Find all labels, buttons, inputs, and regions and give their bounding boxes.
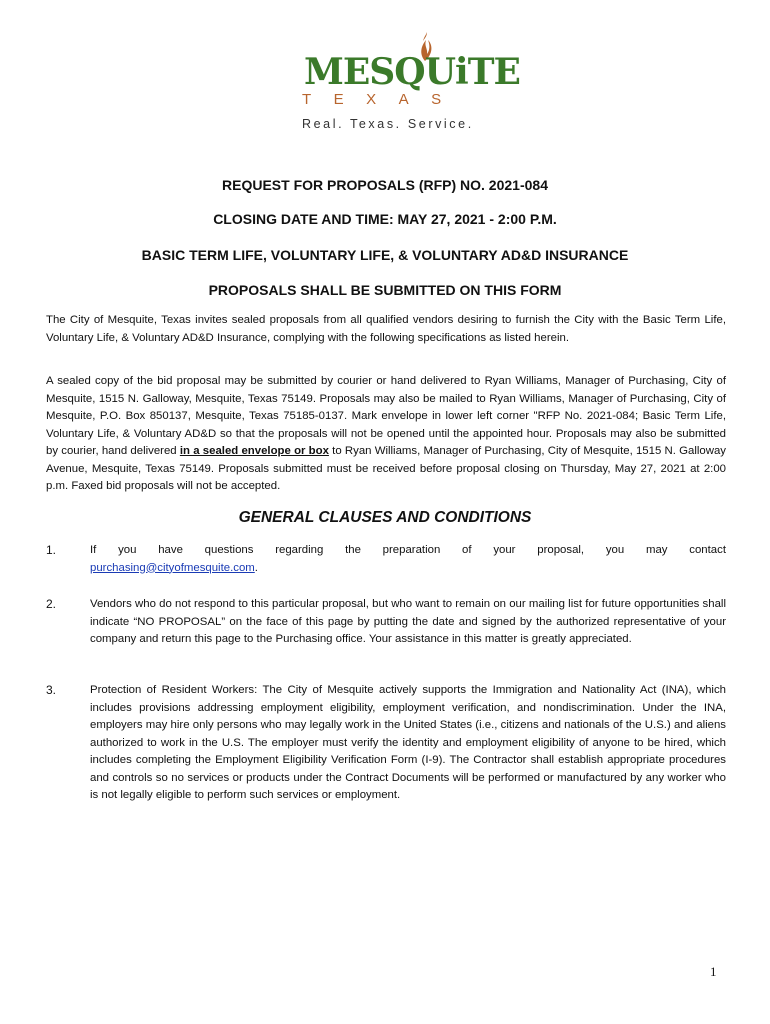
logo-tagline: Real. Texas. Service. (302, 117, 474, 131)
clause-1-text: If you have questions regarding the preparation of your proposal, you may contact (90, 544, 726, 556)
purchasing-email-link[interactable]: purchasing@cityofmesquite.com (90, 561, 255, 574)
insurance-heading: BASIC TERM LIFE, VOLUNTARY LIFE, & VOLUNTARY AD&D INSURANCE (141, 247, 629, 263)
clause-2-text: Vendors who do not respond to this particular proposal, but who want to remain on our mailing list for future opportunities shall indicate “NO PROPOSAL” on the face of this page by putting the date and signed by the authorized representative of your company and return this page to the Purchasing office. Your assistance in this matter is greatly appreciated. (90, 598, 726, 645)
mesquite-logo (300, 32, 520, 136)
submission-text-after: to Ryan Williams, Manager of Purchasing, City of Mesquite, 1515 N. Galloway Avenue, Mesquite, Texas 75149. Proposals submitted must be received before proposal closing on Thursday, May 27, 2021 at 2:00 p.m. Faxed bid proposals will not be accepted. (46, 445, 726, 492)
rfp-number-heading: REQUEST FOR PROPOSALS (RFP) NO. 2021-084 (222, 177, 548, 193)
intro-paragraph: The City of Mesquite, Texas invites sealed proposals from all qualified vendors desiring to furnish the City with the Basic Term Life, Voluntary Life, & Voluntary AD&D Insurance, complying with the following specifications as listed herein. (46, 314, 726, 344)
submit-form-heading: PROPOSALS SHALL BE SUBMITTED ON THIS FORM (208, 282, 562, 298)
submission-paragraph (46, 373, 726, 496)
logo-texas: TEXAS (302, 91, 464, 108)
page-number: 1 (710, 964, 717, 979)
clause-number: 1. (46, 543, 57, 557)
submission-text-before: A sealed copy of the bid proposal may be submitted by courier or hand delivered to Ryan Williams, Manager of Purchasing, City of Mesquite, 1515 N. Galloway, Mesquite, Texas 75149. Proposals may also be mailed to Ryan Williams, Manager of Purchasing, City of Mesquite, P.O. Box 850137, Mesquite, Texas 75185-0137. Mark envelope in lower left corner "RFP No. 2021-084; Basic Term Life, Voluntary Life, & Voluntary AD&D so that the proposals will not be opened until the appointed hour. Proposals may also be submitted by courier, hand delivered (46, 375, 726, 457)
sealed-envelope-emphasis: in a sealed envelope or box (179, 445, 329, 457)
logo-wordmark: MESQUiTE (304, 51, 520, 93)
clause-3-text: Protection of Resident Workers: The City of Mesquite actively supports the Immigration and Nationality Act (INA), which includes provisions addressing employment eligibility, employment verification, and nondiscrimination. Under the INA, employers may hire only persons who may legally work in the United States (i.e., citizens and nationals of the U.S.) and aliens authorized to work in the U.S. The employer must verify the identity and employment eligibility of anyone to be hired, which includes completing the Employment Eligibility Verification Form (I-9). The Contractor shall establish appropriate procedures and controls so no services or products under the Contract Documents will be performed or manufactured by any worker who is not legally eligible to perform such services or employment. (90, 684, 726, 801)
general-clauses-title: GENERAL CLAUSES AND CONDITIONS (238, 509, 532, 526)
clause-number: 2. (46, 597, 57, 611)
clause-text (90, 542, 726, 577)
clause-number: 3. (46, 683, 57, 697)
closing-date-heading: CLOSING DATE AND TIME: MAY 27, 2021 - 2:00 P.M. (213, 211, 557, 227)
clause-1-suffix: . (254, 561, 258, 574)
